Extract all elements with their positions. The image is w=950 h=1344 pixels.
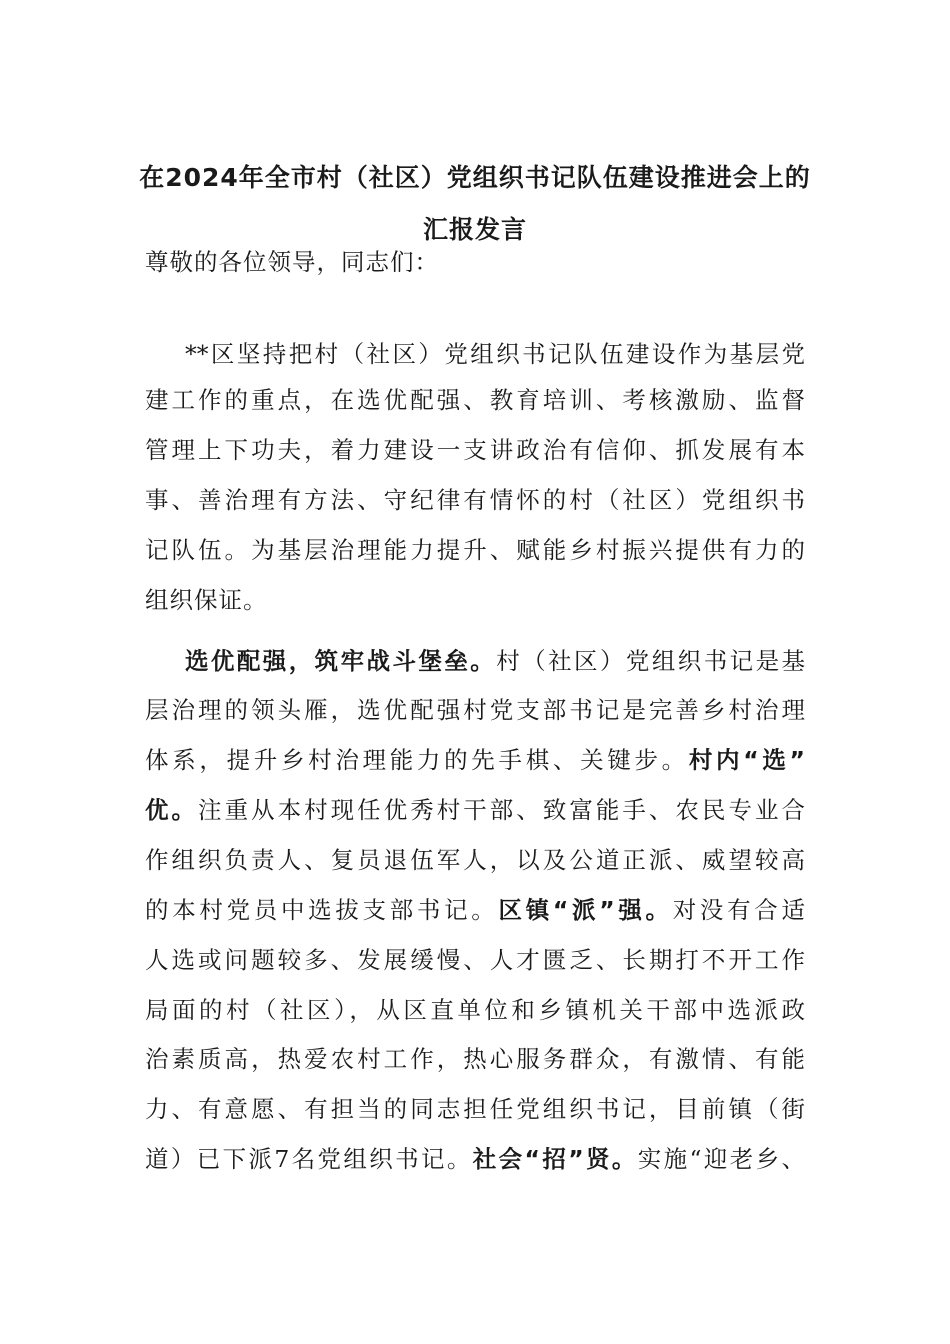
intro-paragraph-line: 记队伍。为基层治理能力提升、赋能乡村振兴提供有力的 <box>145 536 805 564</box>
subheading-village-select: 村内“选” <box>688 746 806 774</box>
intro-paragraph-line: **区坚持把村（社区）党组织书记队伍建设作为基层党 <box>185 340 805 368</box>
section-1-line: 层治理的领头雁，选优配强村党支部书记是完善乡村治理 <box>145 696 805 724</box>
section-1-text: 的本村党员中选拔支部书记。 <box>145 896 499 924</box>
section-1-line <box>145 894 805 926</box>
section-1-line: 人选或问题较多、发展缓慢、人才匮乏、长期打不开工作 <box>145 946 805 974</box>
section-1-line <box>185 645 805 677</box>
section-1-text: 实施“迎老乡、 <box>637 1145 806 1173</box>
section-1-line: 局面的村（社区），从区直单位和乡镇机关干部中选派政 <box>145 996 805 1024</box>
section-1-text: 体系，提升乡村治理能力的先手棋、关键步。 <box>145 746 689 774</box>
intro-paragraph-line: 建工作的重点，在选优配强、教育培训、考核激励、监督 <box>145 386 805 414</box>
intro-paragraph-line: 事、善治理有方法、守纪律有情怀的村（社区）党组织书 <box>145 486 805 514</box>
section-1-text: 村（社区）党组织书记是基 <box>496 647 806 675</box>
subheading-district-dispatch: 区镇“派”强。 <box>498 896 673 924</box>
subheading-society-recruit: 社会“招”贤。 <box>472 1145 638 1173</box>
section-1-line <box>145 744 805 776</box>
document-title-line-1: 在2024年全市村（社区）党组织书记队伍建设推进会上的 <box>139 163 811 192</box>
section-1-text: 道）已下派7名党组织书记。 <box>145 1145 473 1173</box>
intro-paragraph-line: 组织保证。 <box>145 586 268 614</box>
section-1-text: 注重从本村现任优秀村干部、致富能手、农民专业合 <box>198 796 806 824</box>
salutation: 尊敬的各位领导，同志们： <box>145 248 439 276</box>
document-title-line-2: 汇报发言 <box>422 215 527 244</box>
section-1-line: 力、有意愿、有担当的同志担任党组织书记，目前镇（街 <box>145 1095 805 1123</box>
section-1-line <box>145 1143 805 1175</box>
subheading-village-select-end: 优。 <box>145 796 199 824</box>
section-1-line: 治素质高，热爱农村工作，热心服务群众，有激情、有能 <box>145 1045 805 1073</box>
intro-paragraph-line: 管理上下功夫，着力建设一支讲政治有信仰、抓发展有本 <box>145 436 805 464</box>
section-1-heading: 选优配强，筑牢战斗堡垒。 <box>185 647 497 675</box>
section-1-line <box>145 794 805 826</box>
section-1-line: 作组织负责人、复员退伍军人，以及公道正派、威望较高 <box>145 846 805 874</box>
section-1-text: 对没有合适 <box>672 896 806 924</box>
